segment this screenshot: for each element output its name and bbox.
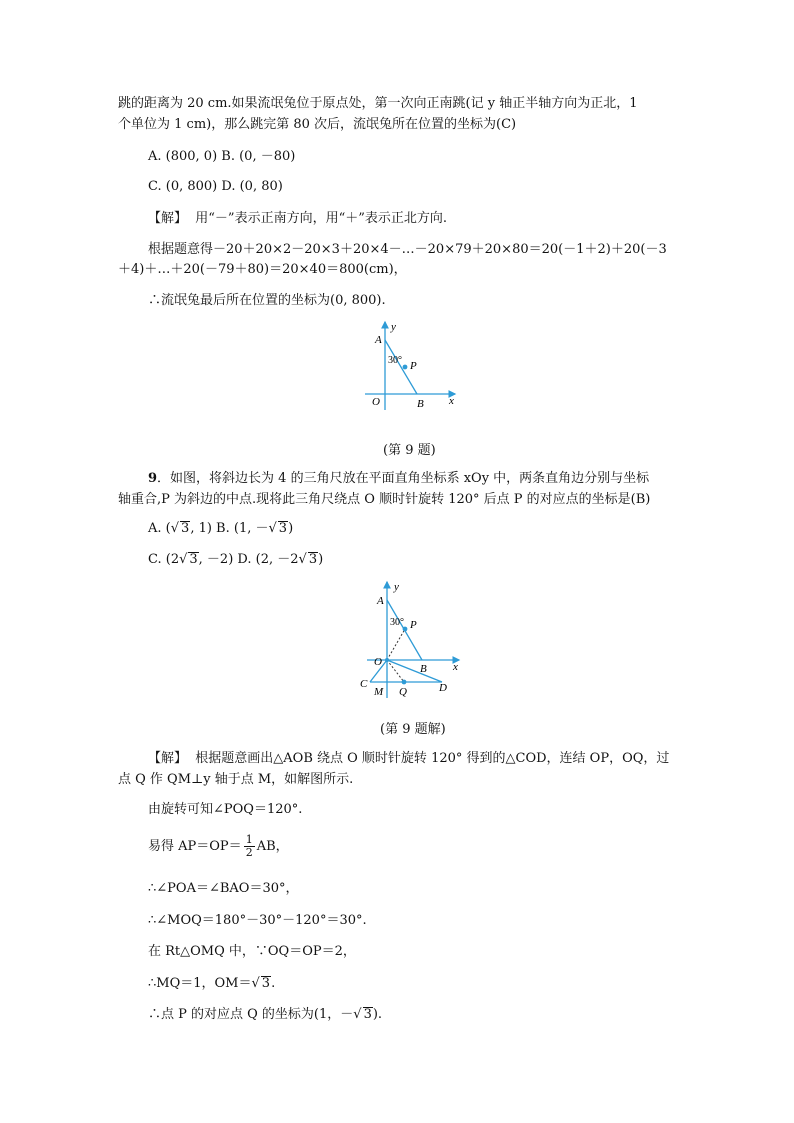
option-d-suffix: ) <box>318 552 324 567</box>
prev-problem-line1: 跳的距离为 20 cm.如果流氓兔位于原点处，第一次向正南跳(记 y 轴正半轴方向为正北，1 <box>118 96 638 111</box>
solution-9-line2: 点 Q 作 QM⊥y 轴于点 M，如解图所示. <box>118 772 354 787</box>
label-a: A <box>377 595 384 607</box>
fraction-numerator: 1 <box>245 833 253 846</box>
prev-solution-line3: ＋4)＋…＋20(－79＋80)＝20×40＝800(cm)， <box>118 262 407 277</box>
label-y: y <box>394 581 399 593</box>
option-c-suffix: , －2) D. (2, －2 <box>198 552 299 567</box>
line4-suffix: AB， <box>256 839 289 854</box>
option-c-radicand: 3 <box>189 552 198 567</box>
problem-9-options-row1: A. (√ 3, 1) B. (1, －√ 3) <box>148 521 294 536</box>
problem-9-options-row2: C. (2√ 3, －2) D. (2, －2√ 3) <box>148 552 324 567</box>
fraction-one-half <box>244 834 255 859</box>
option-b-suffix: ) <box>288 521 294 536</box>
solution-9-line1 <box>148 750 669 768</box>
label-d: D <box>439 682 447 694</box>
label-c: C <box>360 678 368 690</box>
prev-solution-line2: 根据题意得－20＋20×2－20×3＋20×4－…－20×79＋20×80＝20(－1＋2)＋20(－3 <box>148 242 667 257</box>
option-a-suffix: , 1) B. (1, － <box>190 521 269 536</box>
line8-prefix: ∴MQ＝1，OM＝ <box>148 976 252 991</box>
option-a-radicand: 3 <box>181 521 190 536</box>
label-angle: 30° <box>390 617 404 628</box>
solution-9-line4 <box>148 834 289 859</box>
solution-label: 【解】 <box>148 751 188 766</box>
figure-1-caption: (第 9 题) <box>383 443 436 458</box>
problem-number: 9 <box>148 471 158 486</box>
figure-1-diagram <box>355 318 465 413</box>
label-y: y <box>391 321 396 333</box>
line9-radicand: 3 <box>363 1007 372 1022</box>
line9-suffix: ). <box>372 1007 383 1022</box>
line8-suffix: . <box>271 976 276 991</box>
problem-9-line2: 轴重合,P 为斜边的中点.现将此三角尺绕点 O 顺时针旋转 120° 后点 P 的对应点的坐标是(B) <box>118 492 651 507</box>
prev-options-row1: A. (800, 0) B. (0, －80) <box>148 149 296 164</box>
option-b-radicand: 3 <box>278 521 288 536</box>
solution-9-text: 根据题意画出△AOB 绕点 O 顺时针旋转 120° 得到的△COD，连结 OP，OQ，过 <box>195 751 670 766</box>
problem-9-text: ．如图，将斜边长为 4 的三角尺放在平面直角坐标系 xOy 中，两条直角边分别与坐标 <box>157 471 650 486</box>
solution-9-line3: 由旋转可知∠POQ＝120°. <box>148 802 303 817</box>
label-o: O <box>372 396 380 408</box>
solution-label: 【解】 <box>148 211 188 226</box>
label-b: B <box>417 398 424 410</box>
label-x: x <box>449 395 454 407</box>
label-p: P <box>410 360 417 372</box>
solution-9-line9: ∴点 P 的对应点 Q 的坐标为(1，－√ 3). <box>148 1007 383 1022</box>
solution-9-line5: ∴∠POA＝∠BAO＝30°， <box>148 881 299 896</box>
option-c-prefix: C. (2 <box>148 552 180 567</box>
line8-radicand: 3 <box>261 976 271 991</box>
label-m: M <box>374 686 384 698</box>
problem-9-line1 <box>148 470 649 488</box>
line4-prefix: 易得 AP＝OP＝ <box>148 839 242 854</box>
option-d-radicand: 3 <box>308 552 318 567</box>
solution-9-line8: ∴MQ＝1，OM＝√ 3. <box>148 976 276 991</box>
dashed-op <box>387 629 405 660</box>
option-a-prefix: A. ( <box>148 521 171 536</box>
point-q <box>402 680 407 685</box>
prev-solution-line4: ∴流氓兔最后所在位置的坐标为(0, 800). <box>148 293 386 308</box>
label-b: B <box>420 663 427 675</box>
line9-prefix: ∴点 P 的对应点 Q 的坐标为(1，－ <box>148 1007 354 1022</box>
figure-2-caption: (第 9 题解) <box>380 722 446 737</box>
solution-9-line7: 在 Rt△OMQ 中，∵OQ＝OP＝2， <box>148 944 356 959</box>
label-p: P <box>410 619 417 631</box>
label-a: A <box>375 334 382 346</box>
prev-problem-line2: 个单位为 1 cm)，那么跳完第 80 次后，流氓兔所在位置的坐标为(C) <box>118 117 517 132</box>
solution-9-line6: ∴∠MOQ＝180°－30°－120°＝30°. <box>148 913 367 928</box>
point-p <box>403 365 408 370</box>
label-q: Q <box>399 686 407 698</box>
prev-solution-line1 <box>148 210 447 228</box>
point-o <box>385 658 389 662</box>
prev-options-row2: C. (0, 800) D. (0, 80) <box>148 179 283 194</box>
label-x: x <box>453 661 458 673</box>
solution-text: 用“－”表示正南方向，用“＋”表示正北方向. <box>195 211 447 226</box>
label-angle: 30° <box>388 355 402 366</box>
fraction-denominator: 2 <box>245 846 253 859</box>
label-o: O <box>374 656 382 668</box>
figure-2-diagram <box>357 578 467 700</box>
